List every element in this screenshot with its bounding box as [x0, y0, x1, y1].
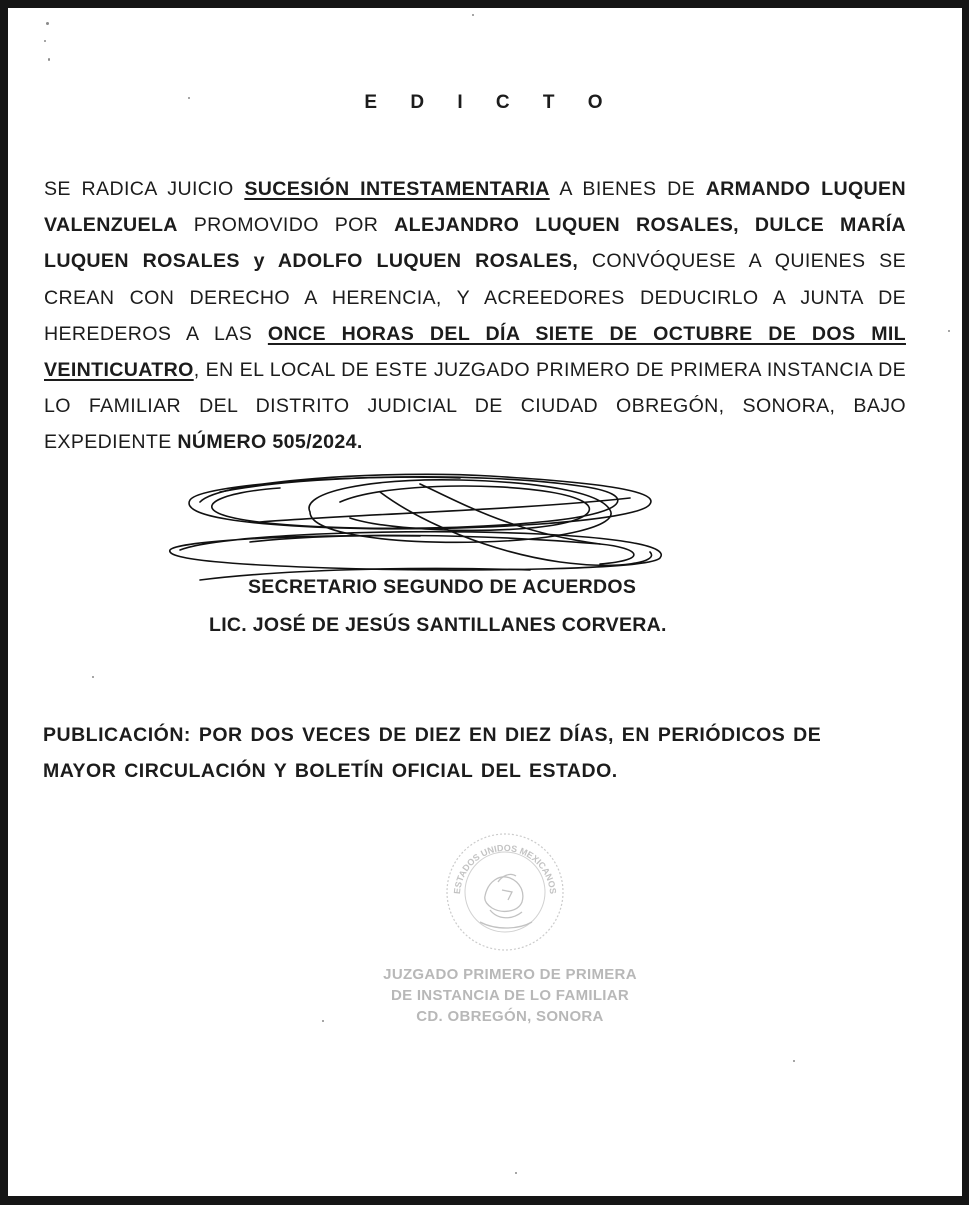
text-hearing-date: ONCE HORAS DEL DÍA SIETE DE OCTUBRE DE DOS MIL VEINTICUATRO: [44, 322, 906, 382]
publication-notice: PUBLICACIÓN: POR DOS VECES DE DIEZ EN DIEZ DÍAS, EN PERIÓDICOS DE MAYOR CIRCULACIÓN Y BOLETÍN OFICIAL DEL ESTADO.: [43, 724, 822, 782]
scan-speck: [793, 1060, 795, 1062]
signer-title: SECRETARIO SEGUNDO DE ACUERDOS: [248, 576, 637, 598]
scan-speck: [472, 14, 474, 16]
text-deceased-name: ARMANDO LUQUEN VALENZUELA: [44, 178, 906, 237]
signer-name: LIC. JOSÉ DE JESÚS SANTILLANES CORVERA.: [209, 614, 667, 636]
text-convocation: CONVÓQUESE A QUIENES SE CREAN CON DERECHO A HERENCIA, Y ACREEDORES DEDUCIRLO A JUNTA DE HEREDEROS A LAS: [44, 250, 907, 345]
court-stamp: [340, 964, 680, 1027]
scan-speck: [188, 97, 190, 99]
text-file-number: NÚMERO 505/2024.: [177, 431, 363, 454]
official-seal: [440, 826, 570, 956]
scan-speck: [46, 22, 49, 25]
scan-speck: [48, 58, 50, 61]
edict-body-paragraph: [44, 171, 906, 461]
text-connector-2: PROMOVIDO POR: [177, 214, 395, 237]
text-intro: SE RADICA JUICIO: [44, 178, 245, 200]
scan-speck: [92, 676, 94, 678]
stamp-line-1: JUZGADO PRIMERO DE PRIMERA: [383, 966, 637, 983]
scan-speck: [44, 40, 46, 42]
stamp-line-2: DE INSTANCIA DE LO FAMILIAR: [390, 987, 630, 1004]
handwritten-signature: [160, 462, 680, 592]
text-connector-1: A BIENES DE: [549, 178, 706, 200]
text-trial-type: SUCESIÓN INTESTAMENTARIA: [244, 178, 550, 200]
seal-text: ESTADOS UNIDOS MEXICANOS: [451, 842, 559, 895]
scan-speck: [322, 1020, 324, 1022]
text-promoters: ALEJANDRO LUQUEN ROSALES, DULCE MARÍA LUQUEN ROSALES y ADOLFO LUQUEN ROSALES,: [44, 214, 906, 273]
svg-text:ESTADOS UNIDOS MEXICANOS: [452, 843, 558, 895]
scan-speck: [948, 330, 950, 332]
scan-speck: [515, 1172, 517, 1174]
stamp-line-3: CD. OBREGÓN, SONORA: [416, 1008, 604, 1025]
text-location: , EN EL LOCAL DE ESTE JUZGADO PRIMERO DE PRIMERA INSTANCIA DE LO FAMILIAR DEL DISTRITO JUDICIAL DE CIUDAD OBREGÓN, SONORA, BAJO EXPEDIENTE: [44, 359, 906, 454]
document-title: E D I C T O: [364, 92, 617, 113]
